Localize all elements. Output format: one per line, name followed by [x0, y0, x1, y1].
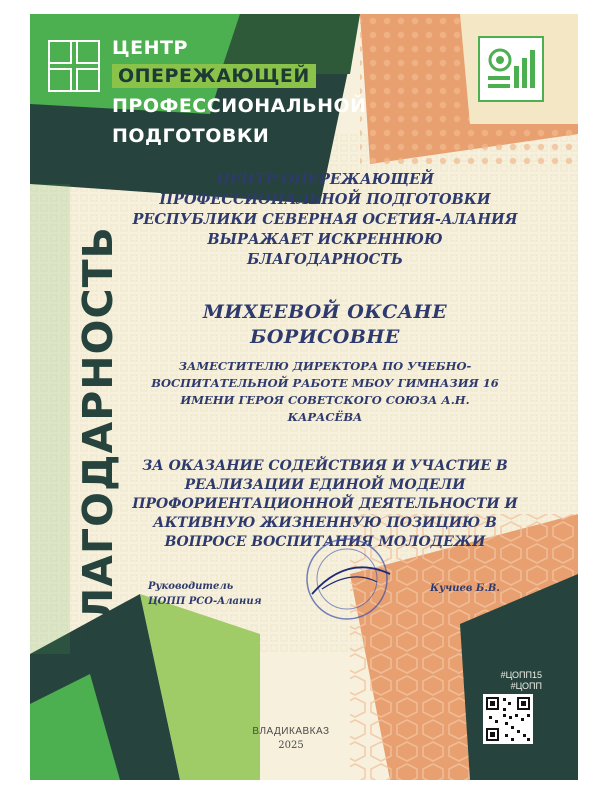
hashtags — [482, 670, 542, 692]
brand-line-4: ПОДГОТОВКИ — [112, 125, 270, 147]
signature-role — [148, 579, 262, 609]
signature-role-line-1: Руководитель — [148, 581, 234, 592]
recipient-position: ЗАМЕСТИТЕЛЮ ДИРЕКТОРА ПО УЧЕБНО-ВОСПИТАТЕЛЬНОЙ РАБОТЕ МБОУ ГИМНАЗИЯ 16 ИМЕНИ ГЕРОЯ СОВЕТСКОГО СОЮЗА А.Н. КАРАСЁВА — [151, 359, 499, 424]
brand-line-1: ЦЕНТР — [112, 37, 188, 59]
brand-line-2: ОПЕРЕЖАЮЩЕЙ — [112, 64, 316, 88]
hashtag-2: #ЦОПП — [510, 681, 542, 691]
qr-code — [483, 694, 533, 744]
gear-chart-icon — [478, 36, 544, 102]
signature-name: Кучиев Б.В. — [430, 583, 500, 594]
reason-text: ЗА ОКАЗАНИЕ СОДЕЙСТВИЯ И УЧАСТИЕ В РЕАЛИЗАЦИИ ЕДИНОЙ МОДЕЛИ ПРОФОРИЕНТАЦИОННОЙ ДЕЯТЕЛЬНОСТИ И АКТИВНУЮ ЖИЗНЕННУЮ ПОЗИЦИЮ В ВОПРОСЕ ВОСПИТАНИЯ МОЛОДЕЖИ — [132, 458, 518, 550]
brand-title — [112, 36, 452, 148]
brand-line-3: ПРОФЕССИОНАЛЬНОЙ — [112, 95, 367, 117]
hashtag-1: #ЦОПП15 — [500, 670, 542, 680]
signature-role-line-2: ЦОПП РСО-Алания — [148, 596, 262, 607]
recipient-name — [150, 300, 500, 350]
copp-logo — [48, 40, 100, 92]
certificate-sheet — [30, 14, 578, 780]
intro-text: ЦЕНТР ОПЕРЕЖАЮЩЕЙ ПРОФЕССИОНАЛЬНОЙ ПОДГОТОВКИ РЕСПУБЛИКИ СЕВЕРНАЯ ОСЕТИЯ-АЛАНИЯ ВЫРАЖАЕТ ИСКРЕННЮЮ БЛАГОДАРНОСТЬ — [132, 171, 518, 268]
vertical-title: БЛАГОДАРНОСТЬ — [74, 226, 122, 654]
recipient-name-line-2: БОРИСОВНЕ — [250, 326, 400, 348]
stamp-seal — [292, 534, 402, 624]
year: 2025 — [278, 740, 304, 751]
city: ВЛАДИКАВКАЗ — [252, 726, 330, 737]
recipient-name-line-1: МИХЕЕВОЙ ОКСАНЕ — [202, 301, 448, 323]
